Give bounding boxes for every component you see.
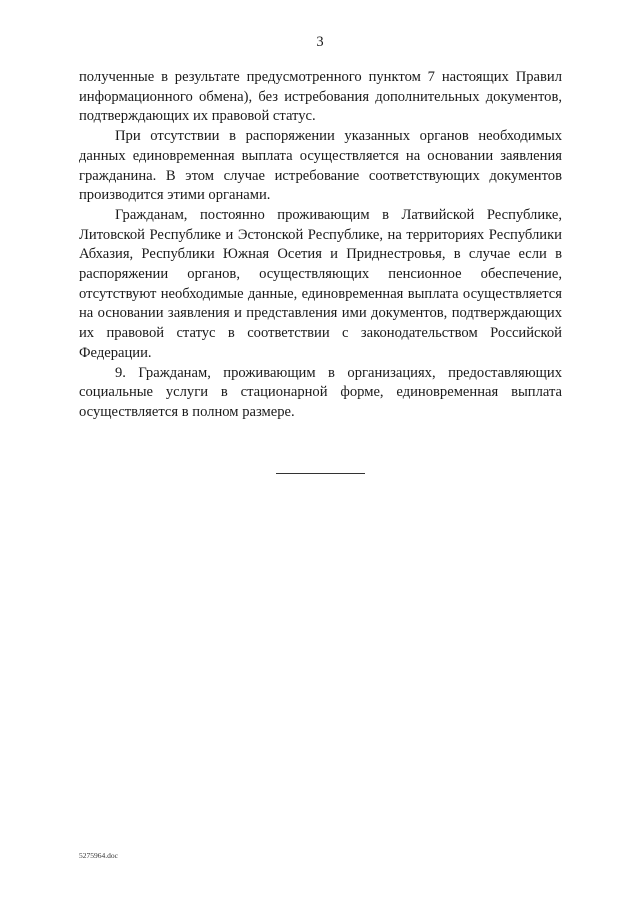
paragraph-residents-abroad: Гражданам, постоянно проживающим в Латвийской Республике, Литовской Республике и Эстонской Республике, на территориях Республики Абхазия, Республики Южная Осетия и Приднестровья, в случае если в распоряжении органов, осуществляющих пенсионное обеспечение, отсутствуют необходимые данные, единовременная выплата осуществляется на основании заявления и представления ими документов, подтверждающих их правовой статус в соответствии с законодательством Российской Федерации. (79, 206, 562, 361)
paragraph-missing-data: При отсутствии в распоряжении указанных органов необходимых данных единовременная выплата осуществляется на основании заявления гражданина. В этом случае истребование соответствующих документов производится этими органами. (79, 128, 562, 204)
document-body (79, 68, 562, 423)
page-number: 3 (316, 34, 324, 50)
paragraph-continuation: полученные в результате предусмотренного пунктом 7 настоящих Правил информационного обмена), без истребования дополнительных документов, подтверждающих их правовой статус. (79, 69, 562, 125)
footer-filename: 5275964.doc (79, 851, 118, 860)
end-separator-line (276, 473, 365, 474)
paragraph-item-9: 9. Гражданам, проживающим в организациях, предоставляющих социальные услуги в стационарной форме, единовременная выплата осуществляется в полном размере. (79, 364, 562, 420)
